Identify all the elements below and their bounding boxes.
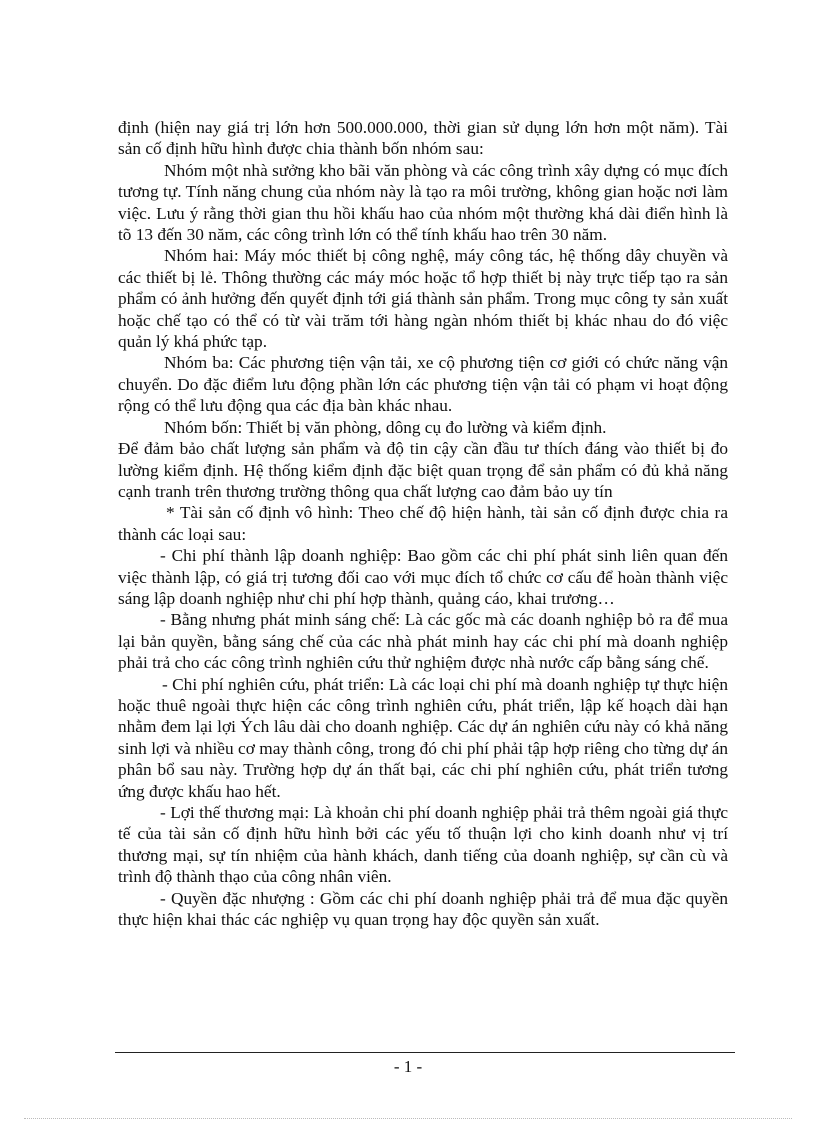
- paragraph: Nhóm ba: Các phương tiện vận tải, xe cộ phương tiện cơ giới có chức năng vận chuyển. Do đặc điểm lưu động phần lớn các phương tiện vận tải có phạm vi hoạt động rộng có thể lưu động qua các địa bàn khác nhau.: [118, 353, 728, 416]
- page-number: - 1 -: [393, 1057, 423, 1076]
- body-text: [118, 117, 728, 930]
- paragraph: - Lợi thế thương mại: Là khoản chi phí doanh nghiệp phải trả thêm ngoài giá thực tế của tài sản cố định hữu hình bởi các yếu tố thuận lợi cho kinh doanh như vị trí thương mại, sự tín nhiệm của hành khách, danh tiếng của doanh nghiệp, sự cần cù và trình độ thành thạo của công nhân viên.: [118, 803, 728, 887]
- paragraph: Nhóm bốn: Thiết bị văn phòng, dông cụ đo lường và kiểm định.: [164, 417, 607, 437]
- paragraph: - Chi phí thành lập doanh nghiệp: Bao gồm các chi phí phát sinh liên quan đến việc thành lập, có giá trị tương đối cao với mục đích tổ chức cơ cấu để hoàn thành việc sáng lập doanh nghiệp như chi phí hợp thành, quảng cáo, khai trương…: [118, 546, 728, 608]
- paragraph: - Chi phí nghiên cứu, phát triển: Là các loại chi phí mà doanh nghiệp tự thực hiện hoặc thuê ngoài thực hiện các công trình nghiên cứu, phát triển, lập kế hoạch dài hạn nhằm đem lại lợi Ých lâu dài cho doanh nghiệp. Các dự án nghiên cứu này có khả năng sinh lợi và nhiều cơ may thành công, trong đó chi phí phải tập hợp riêng cho từng dự án phân bổ sau này. Trường hợp dự án thất bại, các chi phí nghiên cứu, phát triển tương ứng được khấu hao hết.: [118, 674, 728, 801]
- paragraph: - Quyền đặc nhượng : Gồm các chi phí doanh nghiệp phải trả để mua đặc quyền thực hiện khai thác các nghiệp vụ quan trọng hay độc quyền sản xuất.: [118, 888, 728, 930]
- paragraph: - Bằng nhưng phát minh sáng chế: Là các gốc mà các doanh nghiệp bỏ ra để mua lại bản quyền, bằng sáng chế của các nhà phát minh hay các chi phí mà doanh nghiệp phải trả cho các công trình nghiên cứu thử nghiệm được nhà nước cấp bằng sáng chế.: [118, 610, 728, 673]
- footer-divider: [115, 1052, 735, 1053]
- paragraph: định (hiện nay giá trị lớn hơn 500.000.000, thời gian sử dụng lớn hơn một năm). Tài sản cố định hữu hình được chia thành bốn nhóm sau:: [118, 118, 728, 159]
- paragraph: Nhóm hai: Máy móc thiết bị công nghệ, máy công tác, hệ thống dây chuyền và các thiết bị lẻ. Thông thường các máy móc hoặc tổ hợp thiết bị này trực tiếp tạo ra sản phẩm có ảnh hưởng đến quyết định tới giá thành sản phẩm. Trong mục công ty sản xuất hoặc chế tạo có thể có từ vài trăm tới hàng ngàn nhóm thiết bị khác nhau do đó việc quản lý khá phức tạp.: [118, 246, 728, 352]
- paragraph: Nhóm một nhà sưởng kho bãi văn phòng và các công trình xây dựng có mục đích tương tự. Tính năng chung của nhóm này là tạo ra môi trường, không gian hoặc nơi làm việc. Lưu ý rằng thời gian thu hồi khấu hao của nhóm một thường khá dài điển hình là tõ 13 đến 30 năm, các công trình lớn có thể tính khấu hao trên 30 năm.: [118, 160, 728, 245]
- paragraph: * Tài sản cố định vô hình: Theo chế độ hiện hành, tài sản cố định được chia ra thành các loại sau:: [118, 503, 728, 544]
- paragraph: Để đảm bảo chất lượng sản phẩm và độ tin cậy cần đầu tư thích đáng vào thiết bị đo lường kiểm định. Hệ thống kiểm định đặc biệt quan trọng để sản phẩm có đủ khả năng cạnh tranh trên thương trường thông qua chất lượng cao đảm bảo uy tín: [118, 439, 728, 501]
- page-bottom-border: [24, 1118, 792, 1119]
